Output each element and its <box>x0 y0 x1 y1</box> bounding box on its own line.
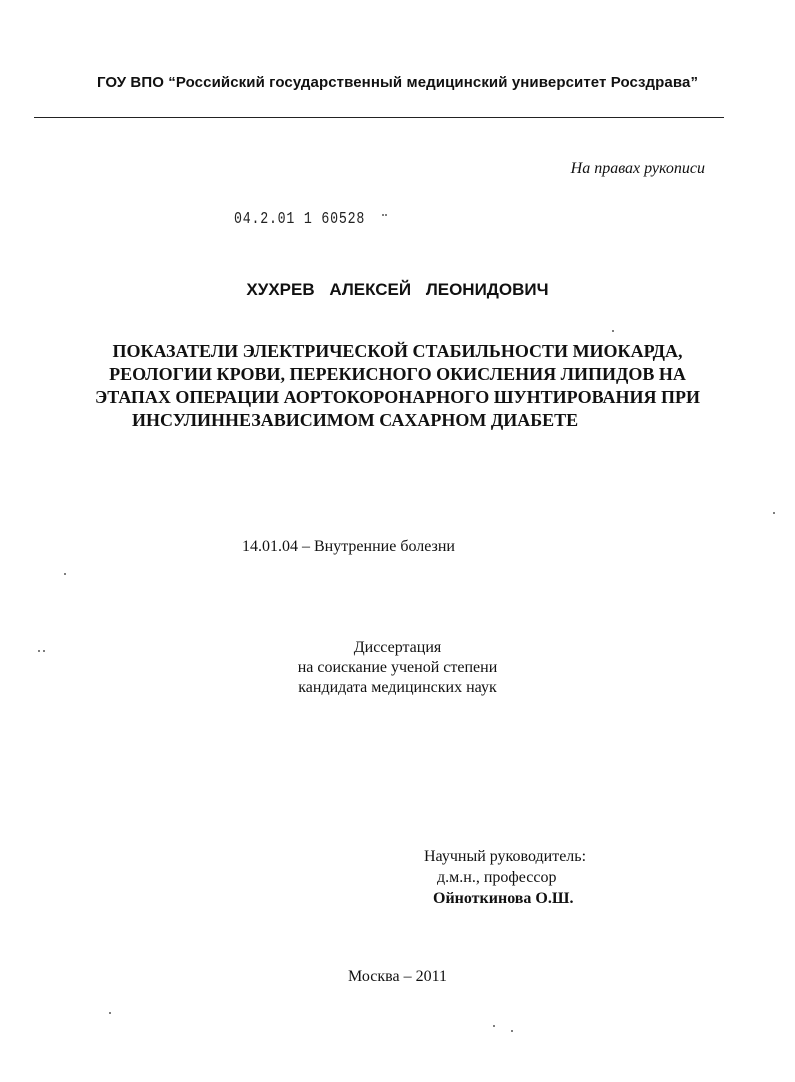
scan-speck <box>511 1030 513 1032</box>
title-line-4: ИНСУЛИННЕЗАВИСИМОМ САХАРНОМ ДИАБЕТЕ <box>132 410 579 430</box>
header-divider <box>34 117 724 118</box>
supervisor-label: Научный руководитель: <box>424 848 587 865</box>
degree-line-1: Диссертация <box>353 639 442 656</box>
manuscript-note: На правах рукописи <box>570 160 705 177</box>
title-line-3: ЭТАПАХ ОПЕРАЦИИ АОРТОКОРОНАРНОГО ШУНТИРОВАНИЯ ПРИ <box>95 387 700 407</box>
specialty-code: 14.01.04 – Внутренние болезни <box>242 538 455 555</box>
degree-line-2: на соискание ученой степени <box>297 659 498 676</box>
supervisor-name: Ойноткинова О.Ш. <box>433 890 574 907</box>
institution-header: ГОУ ВПО “Российский государственный медицинский университет Росздрава” <box>96 74 699 91</box>
scan-speck <box>38 650 40 652</box>
scan-speck <box>43 650 45 652</box>
degree-block <box>0 638 795 698</box>
scan-speck <box>382 214 384 216</box>
degree-line-3: кандидата медицинских наук <box>298 679 497 696</box>
supervisor-degree: д.м.н., профессор <box>437 869 557 886</box>
scan-speck <box>773 512 775 514</box>
scan-speck <box>612 330 614 332</box>
title-line-1: ПОКАЗАТЕЛИ ЭЛЕКТРИЧЕСКОЙ СТАБИЛЬНОСТИ МИОКАРДА, <box>112 341 683 361</box>
registration-stamp: 04.2.01 1 60528 <box>234 210 366 229</box>
scan-speck <box>109 1012 111 1014</box>
supervisor-block <box>424 846 586 909</box>
scan-speck <box>385 214 387 216</box>
title-line-2: РЕОЛОГИИ КРОВИ, ПЕРЕКИСНОГО ОКИСЛЕНИЯ ЛИПИДОВ НА <box>109 364 686 384</box>
scan-speck <box>493 1025 495 1027</box>
dissertation-title <box>40 340 755 432</box>
city-year: Москва – 2011 <box>348 968 447 985</box>
author-name: ХУХРЕВ АЛЕКСЕЙ ЛЕОНИДОВИЧ <box>246 280 549 299</box>
scan-speck <box>64 573 66 575</box>
